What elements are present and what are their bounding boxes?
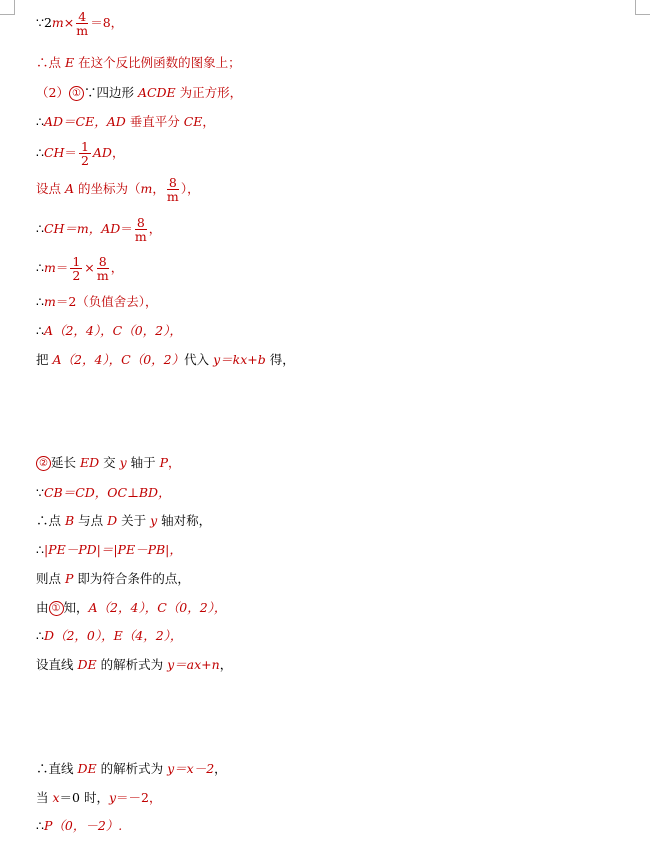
- fraction: $\frac{1}{2}$: [72, 254, 81, 283]
- line-19: 设直线 DE 的解析式为 y＝ax+n，: [36, 657, 233, 672]
- line-10: ∴A（2，4），C（0，2），: [36, 323, 182, 338]
- line-18: ∴D（2，0），E（4，2），: [36, 628, 183, 643]
- equation-system-2: [36, 414, 44, 430]
- line-7: ∴CH＝m，AD＝ $\frac{8}{m}$ ，: [36, 215, 162, 244]
- line-2: ∴点 E 在这个反比例函数的图象上；: [36, 55, 241, 70]
- line-15: ∴|PE－PD|＝|PE－PB|，: [36, 542, 182, 557]
- line-3: （2） ① ∵四边形 ACDE 为正方形，: [36, 85, 243, 100]
- fraction: $\frac{1}{2}$: [80, 139, 89, 168]
- line-14: ∴点 B 与点 D 关于 y 轴对称，: [36, 513, 212, 528]
- circled-number: ①: [49, 601, 64, 616]
- line-6: 设点 A 的坐标为（m， $\frac{8}{m}$ ），: [36, 175, 200, 204]
- line-4: ∴AD＝CE，AD 垂直平分 CE，: [36, 114, 215, 129]
- page-corner-mark-right: [635, 0, 650, 15]
- line-1: ∵2m× $\frac{4}{m}$ ＝8，: [36, 9, 124, 38]
- line-17: 由 ① 知，A（2，4），C（0，2），: [36, 600, 227, 615]
- fraction: $\frac{8}{m}$: [166, 175, 179, 204]
- line-9: ∴m＝2（负值舍去），: [36, 294, 158, 309]
- equation-system-1: [36, 373, 44, 389]
- line-12: ② 延长 ED 交 y 轴于 P，: [36, 455, 181, 471]
- line-21: 当 x＝0 时，y＝－2，: [36, 790, 162, 805]
- line-16: 则点 P 即为符合条件的点，: [36, 571, 190, 586]
- line-22: ∴P（0，－2）.: [36, 818, 123, 833]
- circled-number: ②: [36, 456, 51, 471]
- line-13: ∵CB＝CD，OC⊥BD，: [36, 485, 171, 500]
- line-11: 把 A（2，4），C（0，2）代入 y＝kx+b 得，: [36, 352, 295, 367]
- fraction: $\frac{8}{m}$: [96, 254, 109, 283]
- page-corner-mark-left: [0, 0, 15, 15]
- equation-system-4: [36, 716, 44, 732]
- circled-number: ①: [69, 86, 84, 101]
- equation-system-3: [36, 678, 44, 694]
- line-5: ∴CH＝ $\frac{1}{2}$ AD，: [36, 139, 125, 168]
- line-20: ∴直线 DE 的解析式为 y＝x－2，: [36, 761, 227, 776]
- fraction: $\frac{4}{m}$: [76, 9, 89, 38]
- line-8: ∴m＝ $\frac{1}{2}$ × $\frac{8}{m}$ ，: [36, 254, 124, 283]
- fraction: $\frac{8}{m}$: [134, 215, 147, 244]
